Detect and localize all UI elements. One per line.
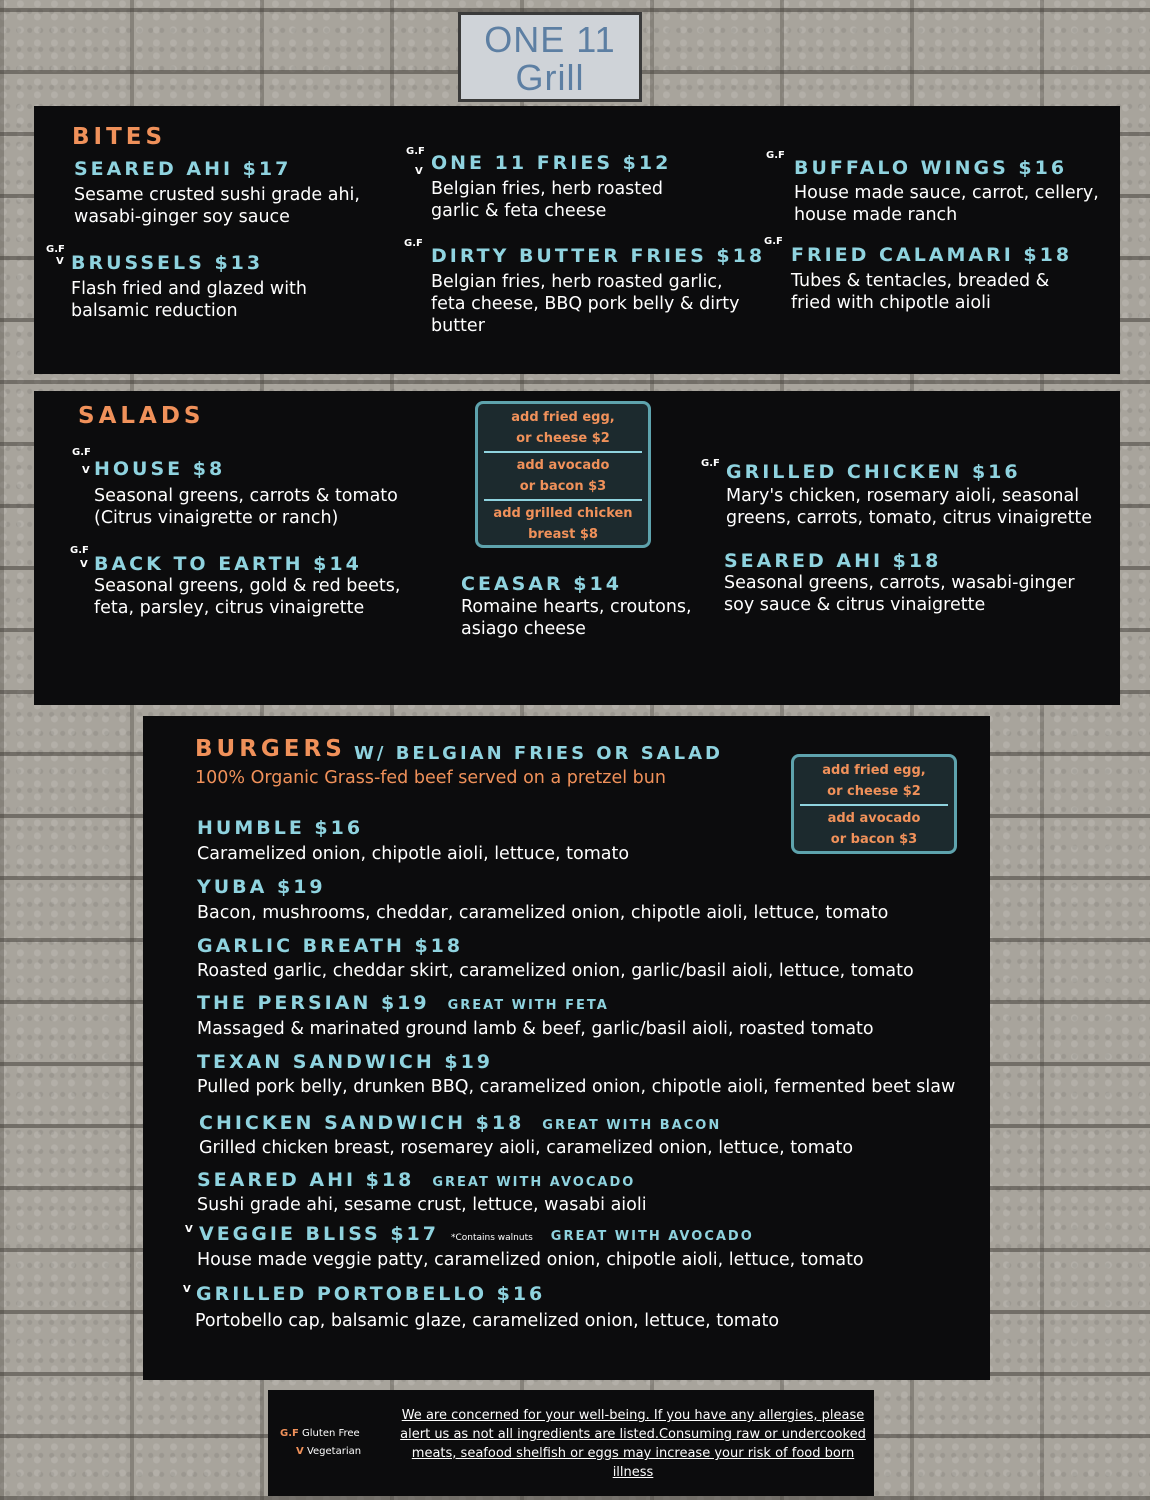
burger-item-desc: Pulled pork belly, drunken BBQ, caramelized onion, chipotle aioli, fermented beet slaw xyxy=(197,1077,956,1097)
bites-section xyxy=(34,106,1120,374)
bites-item-desc: Flash fried and glazed with balsamic reduction xyxy=(71,279,308,321)
salad-addons-box xyxy=(475,401,651,548)
bites-item-name: SEARED AHI $17 xyxy=(74,158,292,180)
bites-item-name: BUFFALO WINGS $16 xyxy=(794,157,1068,179)
salad-item-desc: Seasonal greens, carrots, wasabi-ginger soy sauce & citrus vinaigrette xyxy=(724,573,1075,615)
salad-item-name: CEASAR $14 xyxy=(461,573,622,595)
addon-divider xyxy=(800,804,948,806)
bites-item-desc: Sesame crusted sushi grade ahi, wasabi-ginger soy sauce xyxy=(74,185,360,227)
bites-item-name: FRIED CALAMARI $18 xyxy=(791,244,1073,266)
vegetarian-tag: V xyxy=(296,1446,304,1457)
burgers-note: 100% Organic Grass-fed beef served on a pretzel bun xyxy=(195,768,666,788)
burger-item-name: HUMBLE $16 xyxy=(197,817,364,839)
gluten-free-tag: G.F xyxy=(72,447,91,458)
bites-item-name: ONE 11 FRIES $12 xyxy=(431,152,672,174)
addon-divider xyxy=(484,499,642,501)
bites-item-desc: Belgian fries, herb roasted garlic, feta cheese, BBQ pork belly & dirty butter xyxy=(431,272,740,336)
vegetarian-tag: V xyxy=(185,1224,193,1235)
burger-item-desc: House made veggie patty, caramelized onion, chipotle aioli, lettuce, tomato xyxy=(197,1250,864,1270)
salad-item-name: BACK TO EARTH $14 xyxy=(94,553,362,575)
pairing-suggestion: GREAT WITH AVOCADO xyxy=(432,1175,636,1190)
burger-item-desc: Bacon, mushrooms, cheddar, caramelized onion, chipotle aioli, lettuce, tomato xyxy=(197,903,889,923)
restaurant-logo xyxy=(458,12,642,102)
salad-item-name: HOUSE $8 xyxy=(94,458,226,480)
burger-item-desc: Caramelized onion, chipotle aioli, lettuce, tomato xyxy=(197,844,630,864)
burgers-subtitle: W/ BELGIAN FRIES OR SALAD xyxy=(354,743,723,764)
bites-item-desc: Tubes & tentacles, breaded & fried with chipotle aioli xyxy=(791,271,1050,313)
vegetarian-tag: V xyxy=(80,559,88,570)
addon-line: add fried egg, xyxy=(511,410,615,425)
pairing-suggestion: GREAT WITH BACON xyxy=(542,1118,722,1133)
burger-item-desc: Portobello cap, balsamic glaze, caramelized onion, lettuce, tomato xyxy=(195,1311,780,1331)
vegetarian-tag: V xyxy=(82,465,90,476)
bites-title: BITES xyxy=(72,124,167,150)
addon-divider xyxy=(484,451,642,453)
logo-line-1: ONE 11 xyxy=(484,19,616,60)
burgers-title: BURGERS xyxy=(195,736,346,762)
burger-item-name: SEARED AHI $18 GREAT WITH AVOCADO xyxy=(197,1169,636,1191)
gluten-free-tag: G.F xyxy=(766,150,785,161)
addon-line: add avocado xyxy=(827,811,921,826)
legend-gluten-free: G.F Gluten Free xyxy=(280,1428,360,1439)
addon-line: or bacon $3 xyxy=(830,832,918,847)
legend-vegetarian: V Vegetarian xyxy=(296,1446,362,1457)
burgers-section xyxy=(143,716,990,1380)
burger-item-name: YUBA $19 xyxy=(197,876,326,898)
burger-addons-box xyxy=(791,754,957,854)
burger-item-desc: Roasted garlic, cheddar skirt, caramelized onion, garlic/basil aioli, lettuce, tomato xyxy=(197,961,914,981)
burger-item-name: CHICKEN SANDWICH $18 GREAT WITH BACON xyxy=(199,1112,722,1134)
burger-item-name: THE PERSIAN $19 GREAT WITH FETA xyxy=(197,992,609,1014)
addon-line: or cheese $2 xyxy=(516,431,610,446)
addon-line: or cheese $2 xyxy=(827,784,921,799)
allergy-footer xyxy=(268,1390,874,1496)
salads-title: SALADS xyxy=(78,403,205,429)
vegetarian-tag: V xyxy=(183,1284,191,1295)
logo-line-2: Grill xyxy=(515,57,585,98)
salad-item-desc: Mary's chicken, rosemary aioli, seasonal greens, carrots, tomato, citrus vinaigrette xyxy=(726,486,1093,528)
burger-item-name: TEXAN SANDWICH $19 xyxy=(197,1051,494,1073)
salad-item-name: SEARED AHI $18 xyxy=(724,550,942,572)
gluten-free-tag: G.F xyxy=(280,1428,299,1439)
pairing-suggestion: GREAT WITH FETA xyxy=(447,998,609,1013)
burger-item-name: VEGGIE BLISS $17 *Contains walnuts GREAT WITH AVOCADO xyxy=(199,1223,754,1245)
burger-item-name: GARLIC BREATH $18 xyxy=(197,935,464,957)
gluten-free-tag: G.F xyxy=(70,545,89,556)
gluten-free-tag: G.F xyxy=(46,244,65,255)
burger-item-desc: Massaged & marinated ground lamb & beef, garlic/basil aioli, roasted tomato xyxy=(197,1019,874,1039)
salad-item-desc: Romaine hearts, croutons, asiago cheese xyxy=(461,597,692,639)
bites-item-name: BRUSSELS $13 xyxy=(71,252,264,274)
walnut-note: *Contains walnuts xyxy=(451,1233,533,1243)
bites-item-name: DIRTY BUTTER FRIES $18 xyxy=(431,245,766,267)
salad-item-desc: Seasonal greens, carrots & tomato (Citrus vinaigrette or ranch) xyxy=(94,486,398,528)
burger-item-name: GRILLED PORTOBELLO $16 xyxy=(196,1283,546,1305)
vegetarian-tag: V xyxy=(415,166,423,177)
vegetarian-tag: V xyxy=(56,256,64,267)
salad-item-name: GRILLED CHICKEN $16 xyxy=(726,461,1021,483)
burger-item-desc: Grilled chicken breast, rosemarey aioli, caramelized onion, lettuce, tomato xyxy=(199,1138,854,1158)
gluten-free-tag: G.F xyxy=(701,458,720,469)
salads-section xyxy=(34,391,1120,705)
addon-line: or bacon $3 xyxy=(519,479,607,494)
addon-line: breast $8 xyxy=(528,527,598,542)
bites-item-desc: House made sauce, carrot, cellery, house made ranch xyxy=(794,183,1099,225)
pairing-suggestion: GREAT WITH AVOCADO xyxy=(550,1229,754,1244)
salad-item-desc: Seasonal greens, gold & red beets, feta, parsley, citrus vinaigrette xyxy=(94,576,401,618)
addon-line: add avocado xyxy=(516,458,610,473)
addon-line: add fried egg, xyxy=(822,763,926,778)
gluten-free-tag: G.F xyxy=(764,236,783,247)
gluten-free-tag: G.F xyxy=(406,146,425,157)
allergy-notice: We are concerned for your well-being. If you have any allergies, please alert us as not all ingredients are listed.Consuming raw or undercooked meats, seafood shelfish or eggs may increase your risk of food born illness xyxy=(400,1408,866,1480)
gluten-free-tag: G.F xyxy=(404,238,423,249)
bites-item-desc: Belgian fries, herb roasted garlic & feta cheese xyxy=(431,179,664,221)
addon-line: add grilled chicken xyxy=(493,506,633,521)
burger-item-desc: Sushi grade ahi, sesame crust, lettuce, wasabi aioli xyxy=(197,1195,647,1215)
